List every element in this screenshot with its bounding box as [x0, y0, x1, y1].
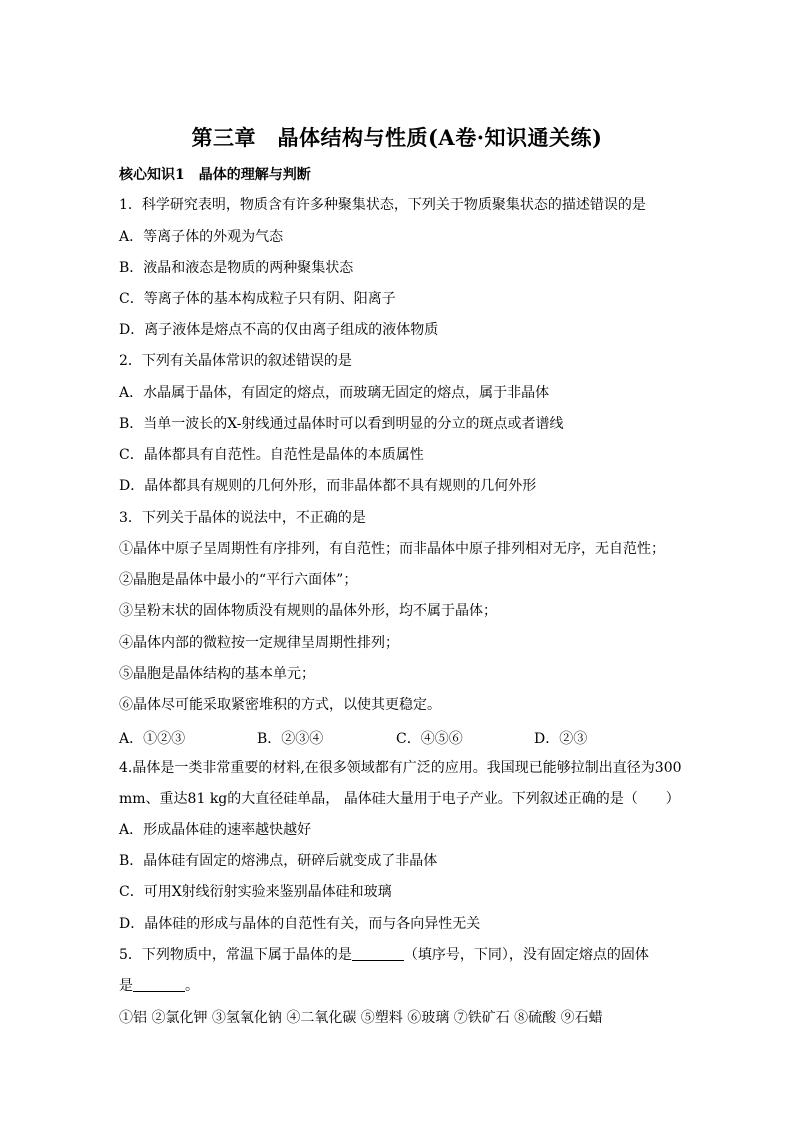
answer-blank-1[interactable] [352, 946, 404, 961]
answer-blank-2[interactable] [133, 977, 185, 992]
question-3-statement-6: ⑥晶体尽可能采取紧密堆积的方式，以使其更稳定。 [119, 697, 441, 713]
question-5-stem-part-2: （填序号，下同），没有固定熔点的固体 [403, 947, 649, 963]
question-1-stem: 1．科学研究表明，物质含有许多种聚集状态，下列关于物质聚集状态的描述错误的是 [119, 197, 646, 213]
question-1-option-b: B．液晶和液态是物质的两种聚集状态 [119, 260, 354, 276]
question-4-stem-line-1: 4.晶体是一类非常重要的材料,在很多领域都有广泛的应用。我国现已能够拉制出直径为300 [119, 760, 682, 776]
question-3-option-c: C．④⑤⑥ [396, 731, 463, 747]
question-2-option-c: C．晶体都具有自范性。自范性是晶体的本质属性 [119, 447, 424, 463]
question-1-option-a: A．等离子体的外观为气态 [119, 229, 284, 245]
question-2-option-a: A．水晶属于晶体，有固定的熔点，而玻璃无固定的熔点，属于非晶体 [119, 385, 550, 401]
question-2-option-d: D．晶体都具有规则的几何外形，而非晶体都不具有规则的几何外形 [119, 478, 537, 494]
question-3-option-d: D．②③ [534, 731, 588, 747]
question-4-stem-line-2: mm、重达81 kg的大直径硅单晶， 晶体硅大量用于电子产业。下列叙述正确的是（ ） [119, 791, 680, 807]
question-3-statement-1: ①晶体中原子呈周期性有序排列，有自范性；而非晶体中原子排列相对无序，无自范性； [119, 541, 665, 557]
question-3-option-a: A．①②③ [119, 731, 186, 747]
page-title: 第三章 晶体结构与性质(A卷·知识通关练) [191, 125, 603, 150]
question-3-statement-3: ③呈粉末状的固体物质没有规则的晶体外形，均不属于晶体； [119, 603, 497, 619]
question-4-option-c: C．可用X射线衍射实验来鉴别晶体硅和玻璃 [119, 884, 392, 900]
question-1-option-d: D．离子液体是熔点不高的仅由离子组成的液体物质 [119, 322, 439, 338]
question-5-stem-part-3: 是 [119, 978, 133, 994]
question-4-option-d: D．晶体硅的形成与晶体的自范性有关，而与各向异性无关 [119, 916, 481, 932]
question-3-statement-2: ②晶胞是晶体中最小的“平行六面体”； [119, 572, 358, 588]
question-3-option-b: B．②③④ [257, 731, 324, 747]
question-3-statement-5: ⑤晶胞是晶体结构的基本单元； [119, 666, 315, 682]
question-4-option-b: B．晶体硅有固定的熔沸点，研碎后就变成了非晶体 [119, 853, 438, 869]
question-5-stem-line-1 [119, 945, 699, 965]
question-2-option-b: B．当单一波长的X-射线通过晶体时可以看到明显的分立的斑点或者谱线 [119, 416, 564, 432]
question-3-options [119, 728, 699, 748]
question-5-items: ①铝 ②氯化钾 ③氢氧化钠 ④二氧化碳 ⑤塑料 ⑥玻璃 ⑦铁矿石 ⑧硫酸 ⑨石蜡 [119, 1010, 603, 1026]
question-3-stem: 3．下列关于晶体的说法中，不正确的是 [119, 510, 366, 526]
question-5-stem-part-4: 。 [185, 978, 199, 994]
question-5-stem-part-1: 5．下列物质中，常温下属于晶体的是 [119, 947, 352, 963]
question-4-option-a: A．形成晶体硅的速率越快越好 [119, 822, 312, 838]
question-2-stem: 2．下列有关晶体常识的叙述错误的是 [119, 353, 352, 369]
question-5-stem-line-2 [119, 976, 699, 996]
question-1-option-c: C．等离子体的基本构成粒子只有阴、阳离子 [119, 291, 396, 307]
section-heading: 核心知识1 晶体的理解与判断 [119, 167, 311, 183]
question-3-statement-4: ④晶体内部的微粒按一定规律呈周期性排列； [119, 635, 399, 651]
